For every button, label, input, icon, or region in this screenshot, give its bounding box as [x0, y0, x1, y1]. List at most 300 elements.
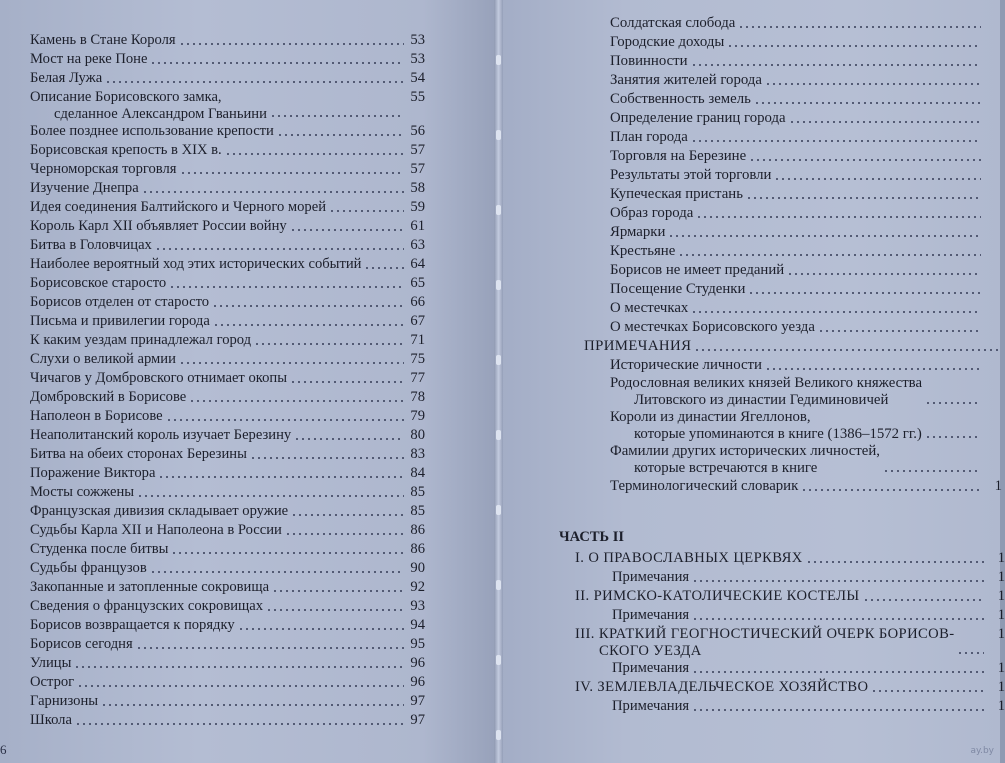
toc-entry-title	[575, 678, 868, 697]
toc-title-continuation: сделанное Александром Гваньини	[54, 106, 267, 122]
toc-entry	[610, 128, 1002, 147]
toc-entry	[610, 223, 1002, 242]
toc-entry-title	[30, 654, 71, 673]
toc-entry-title	[612, 659, 689, 678]
dot-leader	[101, 695, 404, 707]
toc-entry-title	[30, 426, 291, 445]
toc-title-line: Улицы	[30, 655, 72, 671]
toc-page-number: 85	[410, 503, 425, 519]
binding-stitch	[496, 130, 501, 140]
dot-leader	[806, 552, 984, 564]
dot-leader	[189, 391, 404, 403]
toc-entry-title	[30, 578, 269, 597]
toc-entry	[610, 318, 1002, 337]
toc-page-number: 61	[410, 218, 425, 234]
toc-page-number: 71	[410, 332, 425, 348]
toc-entry	[30, 31, 425, 50]
toc-entry	[610, 242, 1002, 261]
toc-title-line: Борисов не имеет преданий	[610, 262, 785, 278]
dot-leader	[266, 600, 404, 612]
toc-entry	[30, 502, 425, 521]
toc-entry	[610, 147, 1002, 166]
toc-entry-title	[575, 549, 803, 568]
toc-entry-title	[610, 223, 665, 242]
toc-entry-title	[30, 597, 263, 616]
toc-title-line: Борисовская крепость в XIX в.	[30, 142, 222, 158]
toc-title-line: Судьбы французов	[30, 560, 147, 576]
toc-entry	[610, 375, 1002, 409]
dot-leader	[691, 55, 981, 67]
dot-leader	[75, 714, 404, 726]
dot-leader	[294, 429, 404, 441]
dot-leader	[291, 505, 404, 517]
toc-title-line: Солдатская слобода	[610, 15, 736, 31]
toc-entry	[30, 331, 425, 350]
toc-title-line: I. О ПРАВОСЛАВНЫХ ЦЕРКВЯХ	[575, 550, 803, 566]
toc-entry	[30, 540, 425, 559]
book-spine	[494, 0, 503, 763]
binding-stitch	[496, 580, 501, 590]
toc-entry-title	[30, 369, 287, 388]
dot-leader	[789, 112, 981, 124]
toc-entry	[30, 369, 425, 388]
dot-leader	[801, 480, 981, 492]
toc-entry	[610, 409, 1002, 443]
dot-leader	[158, 467, 404, 479]
dot-leader	[290, 372, 404, 384]
dot-leader	[142, 182, 404, 194]
toc-title-line: Борисовское старосто	[30, 275, 167, 291]
dot-leader	[692, 571, 984, 583]
toc-title-line: План города	[610, 129, 688, 145]
toc-entry	[610, 71, 1002, 90]
toc-entry	[575, 697, 1005, 716]
toc-entry	[610, 443, 1002, 477]
toc-entry-title	[610, 299, 688, 318]
toc-entry-title	[30, 521, 282, 540]
dot-leader	[74, 657, 404, 669]
toc-entry	[575, 659, 1005, 678]
binding-stitch	[496, 730, 501, 740]
toc-title-line: Торговля на Березине	[610, 148, 747, 164]
toc-page-number: 59	[410, 199, 425, 215]
toc-page-number: 90	[410, 560, 425, 576]
toc-title-line: Примечания	[612, 607, 690, 623]
toc-page-number: 1	[997, 679, 1005, 695]
toc-entry	[30, 673, 425, 692]
toc-page-number: 54	[410, 70, 425, 86]
toc-entry	[30, 350, 425, 369]
toc-entry	[30, 445, 425, 464]
toc-page-number: 65	[410, 275, 425, 291]
dot-leader	[787, 264, 981, 276]
toc-title-line: Король Карл XII объявляет России войну	[30, 218, 287, 234]
dot-leader	[329, 201, 404, 213]
toc-page-number: 63	[410, 237, 425, 253]
dot-leader	[765, 359, 981, 371]
toc-title-line: Посещение Студенки	[610, 281, 746, 297]
toc-entry	[30, 407, 425, 426]
toc-title-line: Терминологический словарик	[610, 478, 799, 494]
toc-title-line: Борисов возвращается к порядку	[30, 617, 235, 633]
dot-leader	[957, 643, 984, 655]
dot-leader	[150, 562, 404, 574]
toc-title-line: Наполеон в Борисове	[30, 408, 163, 424]
dot-leader	[136, 638, 404, 650]
dot-leader	[364, 258, 404, 270]
toc-title-line: Описание Борисовского замка,	[30, 89, 222, 105]
toc-page-number: 80	[410, 427, 425, 443]
dot-leader	[169, 277, 404, 289]
dot-leader	[285, 524, 404, 536]
toc-entry	[610, 299, 1002, 318]
toc-page-number: 79	[410, 408, 425, 424]
dot-leader	[696, 207, 981, 219]
toc-title-line: III. КРАТКИЙ ГЕОГНОСТИЧЕСКИЙ ОЧЕРК БОРИСОВ-	[575, 626, 955, 642]
toc-page-number: 55	[410, 89, 425, 105]
toc-entry	[575, 549, 1005, 568]
dot-leader	[925, 393, 981, 405]
dot-leader	[692, 700, 984, 712]
left-toc-list	[30, 31, 425, 730]
toc-title-line: Крестьяне	[610, 243, 676, 259]
toc-page-number: 1	[997, 588, 1005, 604]
toc-page-number: 56	[410, 123, 425, 139]
toc-entry-title	[30, 711, 72, 730]
toc-title-line: Примечания	[612, 660, 690, 676]
dot-leader	[727, 36, 981, 48]
toc-page-number: 57	[410, 142, 425, 158]
dot-leader	[818, 321, 981, 333]
toc-title-line: К каким уездам принадлежал город	[30, 332, 252, 348]
toc-entry-title	[610, 185, 743, 204]
dot-leader	[225, 144, 404, 156]
toc-page-number: 1	[997, 698, 1005, 714]
toc-page-number: 93	[410, 598, 425, 614]
toc-entry-title	[610, 375, 922, 409]
binding-stitch	[496, 55, 501, 65]
dot-leader	[155, 239, 404, 251]
dot-leader	[765, 74, 981, 86]
toc-entry-title	[610, 71, 762, 90]
dot-leader	[748, 283, 981, 295]
toc-entry-title	[610, 356, 762, 375]
toc-entry-title	[612, 568, 689, 587]
dot-leader	[694, 340, 999, 352]
toc-page-number: 95	[410, 636, 425, 652]
toc-entry	[30, 464, 425, 483]
dot-leader	[272, 581, 404, 593]
toc-entry-title	[610, 33, 724, 52]
notes-heading-text: ПРИМЕЧАНИЯ	[584, 338, 692, 354]
toc-entry-title	[30, 293, 209, 312]
toc-entry	[30, 179, 425, 198]
toc-entry	[610, 280, 1002, 299]
toc-title-line: Чичагов у Домбровского отнимает окопы	[30, 370, 288, 386]
toc-page-number: 1	[997, 626, 1005, 642]
toc-page-number: 77	[410, 370, 425, 386]
toc-title-line: Ярмарки	[610, 224, 666, 240]
dot-leader	[166, 410, 404, 422]
dot-leader	[250, 448, 404, 460]
toc-page-number: 78	[410, 389, 425, 405]
toc-entry-title	[610, 318, 815, 337]
toc-page-number: 96	[410, 655, 425, 671]
toc-entry-title	[30, 198, 326, 217]
toc-entry	[30, 274, 425, 293]
toc-entry	[30, 654, 425, 673]
toc-entry-title	[610, 166, 771, 185]
toc-entry-title	[30, 407, 163, 426]
toc-title-line: Городские доходы	[610, 34, 725, 50]
toc-title-line: Судьбы Карла XII и Наполеона в России	[30, 522, 282, 538]
toc-title-line: Идея соединения Балтийского и Черного морей	[30, 199, 327, 215]
toc-entry	[610, 14, 1002, 33]
toc-entry	[610, 356, 1002, 375]
toc-entry	[30, 483, 425, 502]
toc-entry-title	[30, 69, 102, 88]
toc-title-line: Мосты сожжены	[30, 484, 135, 500]
toc-entry-title	[610, 477, 798, 496]
dot-leader	[691, 131, 981, 143]
toc-entry	[30, 198, 425, 217]
binding-stitch	[496, 655, 501, 665]
dot-leader	[863, 590, 984, 602]
toc-entry-title	[610, 14, 735, 33]
toc-title-line: Собственность земель	[610, 91, 751, 107]
toc-entry	[575, 625, 1005, 659]
dot-leader	[774, 169, 981, 181]
toc-entry	[610, 204, 1002, 223]
toc-title-continuation: которые встречаются в книге	[634, 460, 818, 476]
toc-title-line: IV. ЗЕМЛЕВЛАДЕЛЬЧЕСКОЕ ХОЗЯЙСТВО	[575, 679, 869, 695]
toc-page-number: 92	[410, 579, 425, 595]
toc-entry	[610, 90, 1002, 109]
toc-page-number: 97	[410, 712, 425, 728]
toc-page-number: 1	[997, 660, 1005, 676]
toc-entry-title	[610, 242, 675, 261]
toc-title-line: Повинности	[610, 53, 688, 69]
toc-entry	[610, 261, 1002, 280]
part2-toc-list	[575, 549, 1005, 716]
dot-leader	[883, 461, 981, 473]
dot-leader	[213, 315, 404, 327]
dot-leader	[171, 543, 404, 555]
toc-title-line: Сведения о французских сокровищах	[30, 598, 264, 614]
dot-leader	[179, 34, 404, 46]
toc-entry-title	[30, 559, 147, 578]
toc-title-line: Белая Лужа	[30, 70, 103, 86]
toc-entry	[30, 217, 425, 236]
toc-entry-title	[30, 350, 176, 369]
dot-leader	[137, 486, 404, 498]
toc-entry	[610, 33, 1002, 52]
toc-entry	[610, 52, 1002, 71]
dot-leader	[254, 334, 404, 346]
toc-entry	[30, 692, 425, 711]
toc-title-line: Образ города	[610, 205, 694, 221]
toc-title-line: Камень в Стане Короля	[30, 32, 176, 48]
toc-title-line: Острог	[30, 674, 75, 690]
toc-entry	[30, 559, 425, 578]
left-page-number: 6	[0, 742, 7, 757]
toc-title-line: Фамилии других исторических личностей,	[610, 443, 880, 459]
watermark: ay.by	[970, 746, 994, 756]
toc-title-line: Определение границ города	[610, 110, 786, 126]
right-toc-list	[584, 14, 1002, 496]
toc-page-number: 84	[410, 465, 425, 481]
toc-title-line: Черноморская торговля	[30, 161, 177, 177]
toc-entry-title	[30, 141, 222, 160]
dot-leader	[738, 17, 981, 29]
toc-title-line: Домбровский в Борисове	[30, 389, 187, 405]
toc-entry	[30, 122, 425, 141]
dot-leader	[754, 93, 981, 105]
toc-entry	[30, 635, 425, 654]
dot-leader	[871, 681, 984, 693]
dot-leader	[746, 188, 981, 200]
toc-title-line: Поражение Виктора	[30, 465, 156, 481]
toc-entry-title	[30, 122, 274, 141]
toc-title-line: О местечках	[610, 300, 689, 316]
toc-entry	[30, 160, 425, 179]
toc-title-line: О местечках Борисовского уезда	[610, 319, 815, 335]
toc-title-line: Неаполитанский король изучает Березину	[30, 427, 292, 443]
toc-entry-title	[610, 109, 786, 128]
binding-stitch	[496, 505, 501, 515]
dot-leader	[277, 125, 404, 137]
toc-title-line: Студенка после битвы	[30, 541, 169, 557]
toc-title-line: Письма и привилегии города	[30, 313, 210, 329]
toc-title-line: Родословная великих князей Великого княжества	[610, 375, 923, 391]
toc-entry-title	[30, 673, 74, 692]
toc-title-line: Борисов сегодня	[30, 636, 133, 652]
toc-title-line: Французская дивизия складывает оружие	[30, 503, 289, 519]
toc-entry-title	[610, 409, 922, 443]
dot-leader	[691, 302, 981, 314]
toc-entry-title	[612, 606, 689, 625]
toc-title-line: Занятия жителей города	[610, 72, 762, 88]
toc-page-number: 85	[410, 484, 425, 500]
dot-leader	[692, 662, 984, 674]
toc-title-continuation: которые упоминаются в книге (1386–1572 гг.)	[634, 426, 922, 442]
toc-page-number: 1	[997, 569, 1005, 585]
toc-entry-title	[30, 236, 152, 255]
toc-title-line: Купеческая пристань	[610, 186, 743, 202]
toc-entry-title	[30, 540, 168, 559]
dot-leader	[692, 609, 984, 621]
toc-title-line: Битва на обеих сторонах Березины	[30, 446, 247, 462]
toc-title-line: Наиболее вероятный ход этих исторических событий	[30, 256, 362, 272]
toc-title-continuation: СКОГО УЕЗДА	[599, 643, 702, 659]
toc-title-line: Битва в Головчицах	[30, 237, 152, 253]
toc-entry	[30, 578, 425, 597]
toc-entry	[30, 293, 425, 312]
toc-title-line: Школа	[30, 712, 72, 728]
toc-entry-title	[30, 217, 287, 236]
toc-entry	[30, 521, 425, 540]
toc-entry-title	[610, 443, 880, 477]
toc-entry-title	[30, 255, 361, 274]
toc-entry	[30, 426, 425, 445]
toc-title-line: Изучение Днепра	[30, 180, 139, 196]
toc-entry-title	[30, 312, 210, 331]
toc-page-number: 1	[994, 478, 1002, 494]
dot-leader	[105, 72, 404, 84]
dot-leader	[77, 676, 404, 688]
toc-page-number: 53	[410, 51, 425, 67]
toc-title-line: Исторические личности	[610, 357, 762, 373]
toc-title-line: Результаты этой торговли	[610, 167, 772, 183]
dot-leader	[150, 53, 404, 65]
toc-entry	[575, 568, 1005, 587]
binding-stitch	[496, 280, 501, 290]
toc-entry-title	[610, 261, 784, 280]
toc-entry	[575, 587, 1005, 606]
dot-leader	[678, 245, 981, 257]
toc-entry-title	[30, 31, 176, 50]
dot-leader	[180, 163, 405, 175]
toc-entry	[30, 236, 425, 255]
toc-title-line: Короли из династии Ягеллонов,	[610, 409, 811, 425]
toc-entry	[575, 606, 1005, 625]
toc-entry	[610, 166, 1002, 185]
dot-leader	[212, 296, 404, 308]
toc-entry-title	[30, 331, 251, 350]
toc-entry-title	[30, 502, 288, 521]
notes-heading	[584, 337, 1002, 356]
toc-page-number: 58	[410, 180, 425, 196]
toc-page-number: 64	[410, 256, 425, 272]
dot-leader	[238, 619, 404, 631]
toc-entry-title	[30, 692, 98, 711]
toc-entry-title	[30, 635, 133, 654]
toc-page-number: 75	[410, 351, 425, 367]
toc-page-number: 66	[410, 294, 425, 310]
toc-entry-title	[30, 274, 166, 293]
toc-entry	[30, 50, 425, 69]
toc-title-line: II. РИМСКО-КАТОЛИЧЕСКИЕ КОСТЕЛЫ	[575, 588, 860, 604]
toc-page-number: 86	[410, 541, 425, 557]
toc-entry-title	[575, 626, 954, 660]
toc-entry-title	[30, 89, 267, 123]
toc-entry	[30, 597, 425, 616]
toc-page-number: 53	[410, 32, 425, 48]
toc-title-line: Более позднее использование крепости	[30, 123, 274, 139]
toc-entry-title	[30, 50, 147, 69]
toc-entry-title	[610, 280, 745, 299]
toc-entry	[30, 69, 425, 88]
toc-entry-title	[610, 204, 693, 223]
toc-entry	[575, 678, 1005, 697]
toc-page-number: 83	[410, 446, 425, 462]
toc-entry	[30, 388, 425, 407]
toc-entry	[30, 711, 425, 730]
toc-entry	[610, 109, 1002, 128]
binding-stitch	[496, 355, 501, 365]
toc-entry-title	[30, 464, 155, 483]
dot-leader	[290, 220, 404, 232]
part-heading: ЧАСТЬ II	[559, 529, 625, 545]
toc-entry-title	[610, 147, 746, 166]
toc-title-continuation: Литовского из династии Гедиминовичей	[634, 392, 889, 408]
toc-entry	[610, 185, 1002, 204]
toc-page-number: 97	[410, 693, 425, 709]
dot-leader	[668, 226, 981, 238]
toc-page-number: 96	[410, 674, 425, 690]
toc-entry-title	[610, 52, 688, 71]
toc-title-line: Примечания	[612, 569, 690, 585]
